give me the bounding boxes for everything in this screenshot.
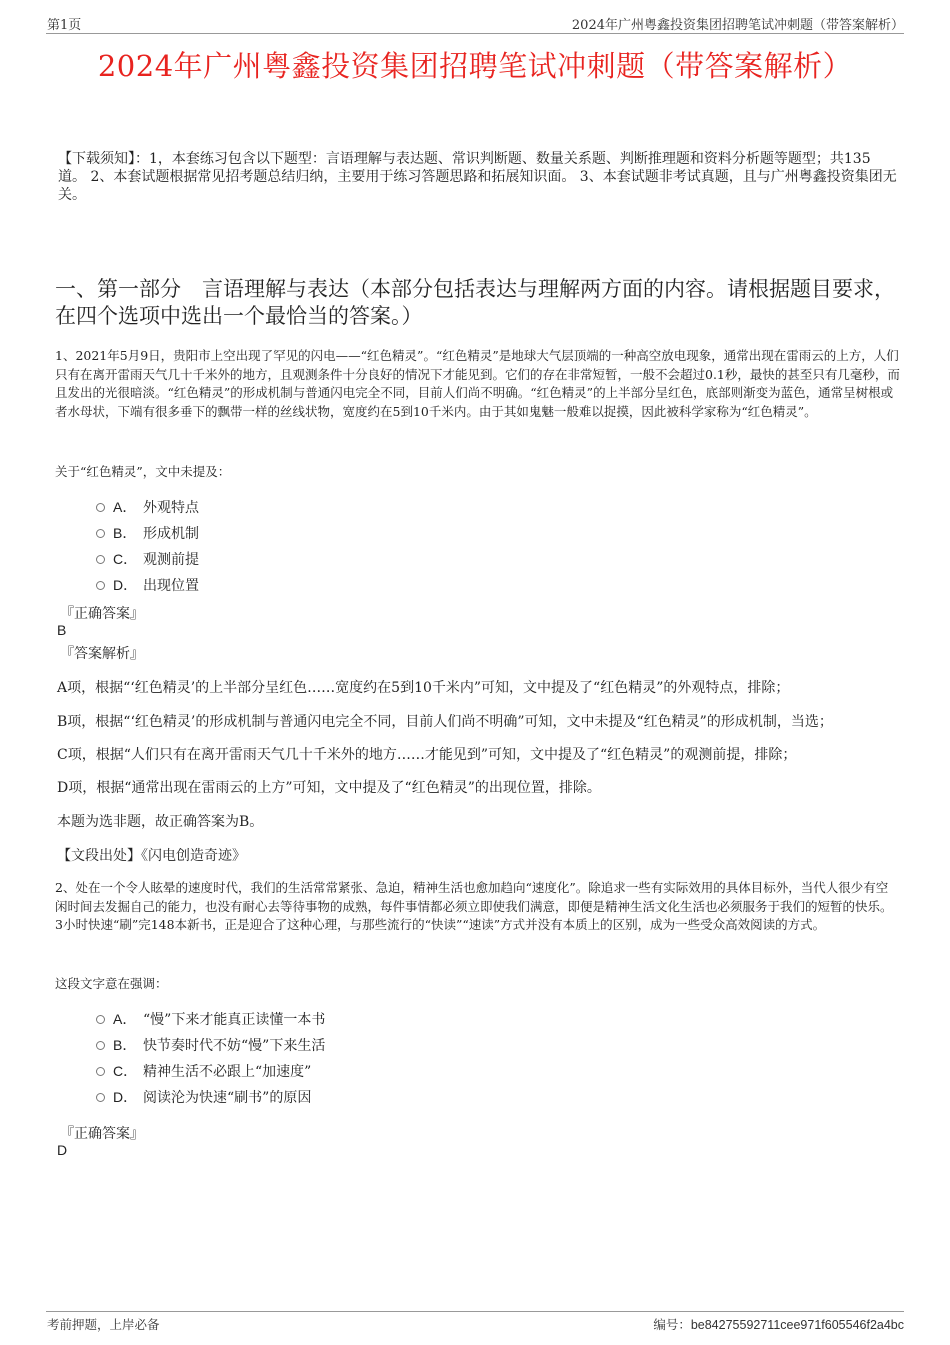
option-text: 形成机制 — [143, 526, 199, 542]
footer-slogan: 考前押题，上岸必备 — [47, 1317, 160, 1332]
radio-icon[interactable] — [96, 1093, 105, 1102]
question-1-option-d[interactable] — [96, 575, 199, 595]
option-letter: D． — [113, 577, 138, 593]
option-letter: A． — [113, 499, 137, 515]
correct-answer-value: B — [57, 622, 67, 638]
passage-source: 【文段出处】《闪电创造奇迹》 — [57, 848, 246, 864]
option-letter: A． — [113, 1011, 137, 1027]
option-text: “慢”下来才能真正读懂一本书 — [143, 1012, 326, 1028]
option-letter: C． — [113, 551, 138, 567]
radio-icon[interactable] — [96, 555, 105, 564]
option-letter: B． — [113, 1037, 137, 1053]
question-2-option-b[interactable] — [96, 1035, 325, 1055]
correct-answer-label: 『正确答案』 — [60, 606, 144, 622]
question-1-option-b[interactable] — [96, 523, 199, 543]
analysis-conclusion: 本题为选非题，故正确答案为B。 — [57, 814, 264, 830]
header-doc-title: 2024年广州粤鑫投资集团招聘笔试冲刺题（带答案解析） — [571, 18, 904, 33]
option-letter: C． — [113, 1063, 138, 1079]
option-text: 阅读沦为快速“刷书”的原因 — [143, 1090, 312, 1106]
document-code-label: 编号： — [653, 1317, 691, 1332]
radio-icon[interactable] — [96, 1015, 105, 1024]
analysis-line-a: A项，根据“‘红色精灵’的上半部分呈红色……宽度约在5到10千米内”可知，文中提及了“红色精灵”的外观特点，排除； — [57, 680, 790, 696]
option-text: 外观特点 — [143, 500, 199, 516]
option-text: 精神生活不必跟上“加速度” — [143, 1064, 312, 1080]
question-2-option-d[interactable] — [96, 1087, 311, 1107]
question-2-option-a[interactable] — [96, 1009, 325, 1029]
option-letter: D． — [113, 1089, 138, 1105]
question-1-prompt: 关于“红色精灵”，文中未提及： — [55, 464, 231, 479]
page-number: 第1页 — [47, 18, 82, 33]
analysis-line-d: D项，根据“通常出现在雷雨云的上方”可知，文中提及了“红色精灵”的出现位置，排除。 — [57, 780, 601, 796]
header-divider — [46, 33, 904, 34]
radio-icon[interactable] — [96, 529, 105, 538]
question-2-option-c[interactable] — [96, 1061, 311, 1081]
analysis-line-c: C项，根据“人们只有在离开雷雨天气几十千米外的地方……才能见到”可知，文中提及了“红色精灵”的观测前提，排除； — [57, 747, 797, 763]
question-2-prompt: 这段文字意在强调： — [55, 976, 168, 991]
radio-icon[interactable] — [96, 1067, 105, 1076]
option-text: 快节奏时代不妨“慢”下来生活 — [143, 1038, 326, 1054]
option-letter: B． — [113, 525, 137, 541]
analysis-line-b: B项，根据“‘红色精灵’的形成机制与普通闪电完全不同，目前人们尚不明确”可知，文中未提及“红色精灵”的形成机制，当选； — [57, 714, 833, 730]
footer-divider — [46, 1311, 904, 1312]
correct-answer-value: D — [57, 1142, 68, 1158]
download-notice: 【下载须知】：1，本套练习包含以下题型：言语理解与表达题、常识判断题、数量关系题、判断推理题和资料分析题等题型；共135道。 2、本套试题根据常见招考题总结归纳，主要用于练习答题思路和拓展知识面。 3、本套试题非考试真题，且与广州粤鑫投资集团无关。 — [58, 151, 897, 203]
option-text: 观测前提 — [143, 552, 199, 568]
page-title: 2024年广州粤鑫投资集团招聘笔试冲刺题（带答案解析） — [97, 49, 853, 83]
question-1-passage: 1、2021年5月9日，贵阳市上空出现了罕见的闪电——“红色精灵”。“红色精灵”是地球大气层顶端的一种高空放电现象，通常出现在雷雨云的上方，人们只有在离开雷雨天气几十千米外的地方，且观测条件十分良好的情况下才能见到。它们的存在非常短暂，一般不会超过0.1秒，最快的甚至只有几毫秒，而且发出的光很暗淡。“红色精灵”的形成机制与普通闪电完全不同，目前人们尚不明确。“红色精灵”的上半部分呈红色，底部则渐变为蓝色，通常呈树根或者水母状，下端有很多垂下的飘带一样的丝线状物，宽度约在5到10千米内。由于其如鬼魅一般难以捉摸，因此被科学家称为“红色精灵”。 — [55, 348, 900, 419]
document-code-value: be84275592711cee971f605546f2a4bc — [690, 1318, 904, 1332]
section-title: 一、第一部分 言语理解与表达（本部分包括表达与理解两方面的内容。请根据题目要求，在四个选项中选出一个最恰当的答案。） — [55, 277, 895, 328]
radio-icon[interactable] — [96, 503, 105, 512]
answer-analysis-label: 『答案解析』 — [60, 646, 144, 662]
radio-icon[interactable] — [96, 1041, 105, 1050]
question-1-option-c[interactable] — [96, 549, 199, 569]
document-code — [653, 1315, 904, 1333]
question-2-passage: 2、处在一个令人眩晕的速度时代，我们的生活常常紧张、急迫，精神生活也愈加趋向“速度化”。除追求一些有实际效用的具体目标外，当代人很少有空闲时间去发掘自己的能力，也没有耐心去等待事物的成熟，每件事情都必须立即使我们满意，即便是精神生活文化生活也必须服务于我们的短暂的快乐。3小时快速“刷”完148本新书，正是迎合了这种心理，与那些流行的“快读”“速读”方式并没有本质上的区别，成为一些受众高效阅读的方式。 — [55, 880, 893, 932]
correct-answer-label: 『正确答案』 — [60, 1126, 144, 1142]
option-text: 出现位置 — [143, 578, 199, 594]
radio-icon[interactable] — [96, 581, 105, 590]
question-1-option-a[interactable] — [96, 497, 199, 517]
